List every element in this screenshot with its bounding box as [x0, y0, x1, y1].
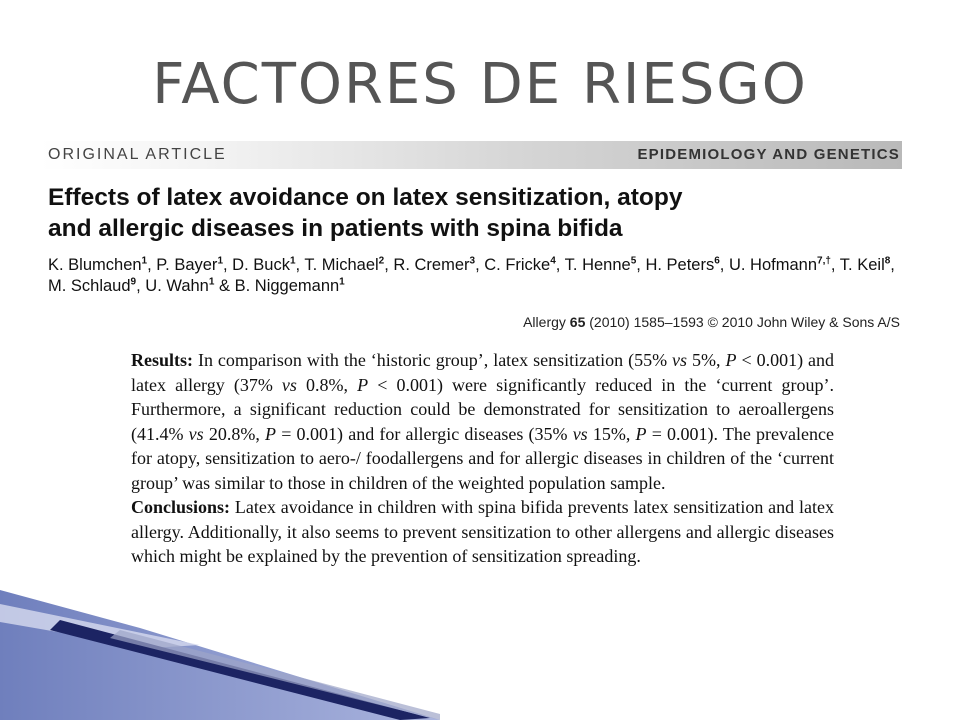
author: [48, 277, 136, 295]
author-affiliation: 4: [550, 255, 556, 267]
author: [235, 277, 345, 295]
article-title-line-2: and allergic diseases in patients with spina bifida: [48, 215, 623, 242]
author: [156, 256, 223, 274]
author-name: T. Henne: [564, 256, 631, 274]
author-affiliation: 8: [884, 255, 891, 267]
author-name: D. Buck: [232, 256, 290, 274]
abstract-excerpt: [131, 348, 834, 569]
author: [840, 256, 891, 274]
author-affiliation: 1: [208, 276, 215, 288]
author-affiliation: 1: [339, 276, 345, 288]
results-paragraph: [131, 348, 834, 495]
author-name: U. Wahn: [145, 277, 209, 295]
author-name: T. Keil: [839, 256, 885, 274]
author-name: B. Niggemann: [234, 277, 340, 295]
author-affiliation: 3: [469, 255, 476, 267]
journal-banner: [40, 141, 902, 169]
italic-term: P: [725, 350, 737, 370]
author-name: K. Blumchen: [48, 256, 142, 274]
author-affiliation: 5: [630, 255, 637, 267]
italic-term: P: [265, 423, 277, 444]
italic-term: P: [635, 423, 647, 444]
italic-term: vs: [672, 350, 688, 370]
results-text: In comparison with the ‘historic group’, latex sensitization (55% vs 5%, P < 0.001) and latex allergy (37% vs 0.8%, P < 0.001) were significantly reduced in the ‘current group’. Furthermore, a significant reduction could be demonstrated for sensitization to aeroallergens (41.4% vs 20.8%, P = 0.001) and for allergic diseases (35% vs 15%, P = 0.001). The prevalence for atopy, sensitization to aero-/ foodallergens and for allergic diseases in children of the ‘current group’ was similar to those in children of the weighted population sample.: [131, 350, 835, 493]
citation: [523, 314, 900, 330]
author: [729, 256, 831, 274]
italic-term: P: [357, 374, 369, 395]
author-name: C. Fricke: [484, 256, 551, 274]
author-name: R. Cremer: [393, 256, 470, 274]
author-affiliation: 9: [130, 276, 137, 288]
author: [48, 256, 147, 274]
italic-term: vs: [572, 423, 588, 444]
author: [393, 256, 475, 274]
author: [565, 256, 637, 274]
author-name: M. Schlaud: [48, 277, 131, 295]
author-list: K. Blumchen$^1$, P. Bayer$^1$, D. Buck$^1$, T. Michael$^2$, R. Cremer$^3$, C. Fricke$^4$, T. Henne$^5$, H. Peters$^6$, U. Hofmann$^{7,\dagger}$, T. Keil$^8$, M. Schlaud$^9$, U. Wahn$^1$ & B. Niggemann$^1$: [48, 255, 895, 295]
author: [304, 256, 384, 274]
author-affiliation: 2: [378, 255, 385, 267]
slide-title: FACTORES DE RIESGO: [152, 52, 808, 117]
author: [645, 256, 719, 274]
citation-details: (2010) 1585–1593 © 2010 John Wiley & Sons A/S: [589, 314, 900, 330]
author-affiliation: 1: [217, 255, 223, 267]
author: [232, 256, 295, 274]
author-affiliation: 7,†: [817, 255, 831, 267]
citation-journal: Allergy: [523, 314, 566, 330]
author-name: U. Hofmann: [728, 256, 818, 274]
article-title: [48, 182, 888, 244]
author-name: H. Peters: [645, 256, 715, 274]
article-title-line-1: Effects of latex avoidance on latex sensitization, atopy: [48, 184, 683, 211]
author-affiliation: 1: [141, 255, 148, 267]
italic-term: vs: [281, 374, 297, 395]
corner-decoration: [0, 590, 960, 720]
italic-term: vs: [188, 423, 204, 444]
results-label: Results:: [131, 350, 193, 370]
author-affiliation: 1: [289, 255, 296, 267]
conclusions-paragraph: [131, 495, 834, 569]
author-name: T. Michael: [304, 256, 379, 274]
section-label: EPIDEMIOLOGY AND GENETICS: [637, 146, 900, 163]
author: [145, 277, 214, 295]
article-type-label: ORIGINAL ARTICLE: [48, 146, 227, 163]
author-name: P. Bayer: [156, 256, 218, 274]
author-affiliation: 6: [714, 255, 720, 267]
citation-volume: 65: [569, 314, 586, 330]
author: [484, 256, 556, 274]
conclusions-label: Conclusions:: [131, 497, 231, 517]
conclusions-text: Latex avoidance in children with spina bifida prevents latex sensitization and latex allergy. Additionally, it also seems to prevent sensitization to other allergens and allergic diseases which might be explained by the prevention of sensitization spreading.: [131, 497, 835, 566]
